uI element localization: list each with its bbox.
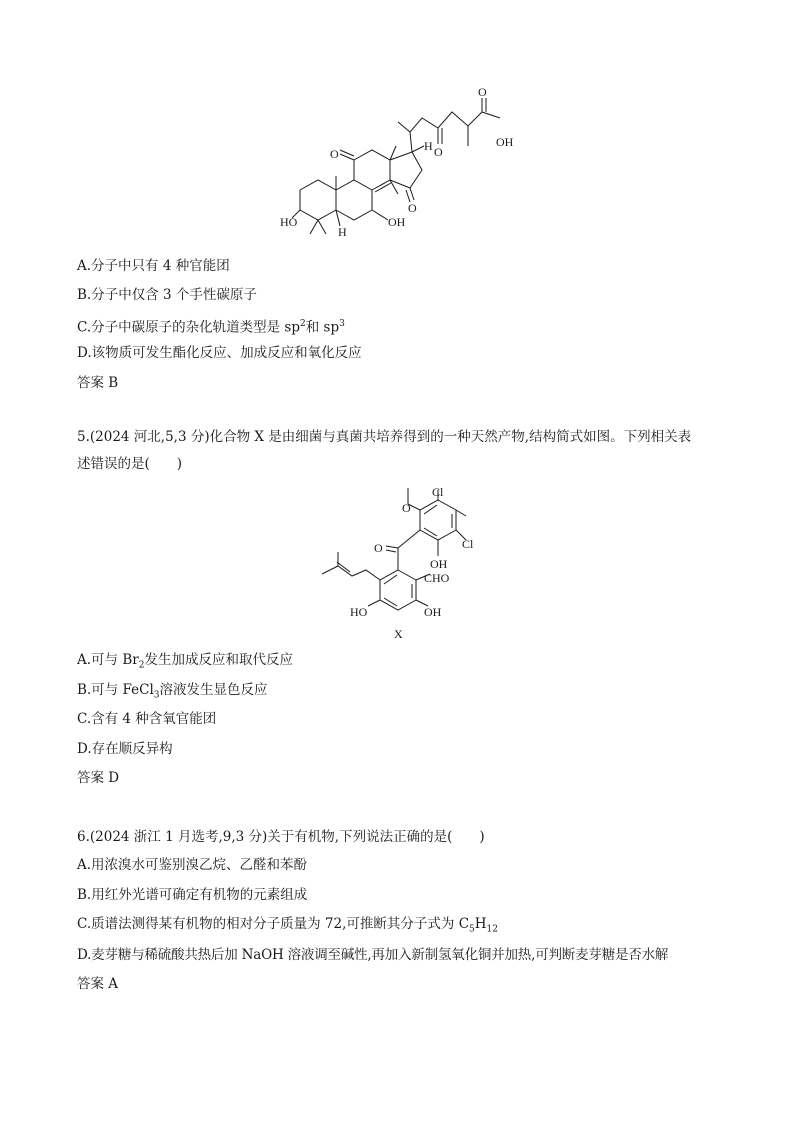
q5-answer: 答案 D [77, 770, 120, 786]
q4-answer: 答案 B [77, 375, 119, 391]
q4-label-h-side: H [424, 139, 433, 153]
q5-option-d: D.存在顺反异构 [77, 741, 173, 757]
q5-label-o-methoxy: O [402, 501, 411, 515]
q4-option-d: D.该物质可发生酯化反应、加成反应和氧化反应 [77, 345, 362, 361]
q4-label-ho-left: HO [280, 215, 298, 229]
q5-option-b [77, 681, 268, 705]
q4-label-h-bottom: H [338, 225, 347, 239]
q4-label-oh-bottom: OH [388, 215, 406, 229]
q6-option-c-sub1: 5 [469, 924, 475, 935]
q5-option-b-sub: 3 [153, 690, 160, 701]
q4-label-o-acid: O [478, 85, 487, 99]
q6-option-c [77, 915, 498, 939]
q4-label-o-side: O [434, 145, 443, 159]
q4-option-a: A.分子中只有 4 种官能团 [77, 258, 230, 274]
q6-option-c-text: C.质谱法测得某有机物的相对分子质量为 72,可推断其分子式为 C [77, 916, 470, 932]
q4-bonds [292, 98, 500, 234]
q4-option-b: B.分子中仅含 3 个手性碳原子 [77, 287, 257, 303]
q6-stem: 6.(2024 浙江 1 月选考,9,3 分)关于有机物,下列说法正确的是( ) [77, 829, 485, 845]
q6-answer: 答案 A [77, 976, 119, 992]
q5-option-a-text: A.可与 Br [77, 652, 139, 668]
q6-option-d: D.麦芽糖与稀硫酸共热后加 NaOH 溶液调至碱性,再加入新制氢氧化铜并加热,可判断麦芽糖是否水解 [77, 947, 669, 963]
q4-option-c-mid: 和 sp [305, 319, 340, 336]
q4-label-oh-acid: OH [496, 135, 514, 149]
q5-option-b-post: 溶液发生显色反应 [159, 682, 268, 698]
q6-option-c-mid: H [474, 916, 487, 932]
q5-option-a-sub: 2 [138, 660, 145, 671]
q5-label-ho-bottom: HO [350, 605, 368, 619]
q5-stem-line2: 述错误的是( ) [77, 456, 183, 472]
q5-option-c: C.含有 4 种含氧官能团 [77, 711, 217, 727]
q5-bonds [322, 488, 466, 610]
q5-label-oh-bottom: OH [424, 605, 442, 619]
q5-label-cl-right: Cl [462, 537, 474, 551]
q5-structure-diagram [0, 476, 794, 646]
q4-option-c-sup1: 2 [300, 319, 306, 329]
q4-option-c-sup2: 3 [339, 319, 345, 329]
q5-option-a [77, 651, 293, 675]
q5-label-cl-top: Cl [432, 485, 444, 499]
q5-label-compound: X [394, 627, 403, 641]
q4-option-c-text: C.分子中碳原子的杂化轨道类型是 sp [77, 319, 301, 336]
q4-label-o-ring-c: O [330, 147, 339, 161]
q5-stem-line1: 5.(2024 河北,5,3 分)化合物 X 是由细菌与真菌共培养得到的一种天然产物,结构简式如图。下列相关表 [77, 429, 692, 445]
q6-option-b: B.用红外光谱可确定有机物的元素组成 [77, 887, 308, 903]
q4-label-o-ring-d: O [408, 201, 417, 215]
q5-option-b-text: B.可与 FeCl [77, 682, 154, 698]
q5-label-oh-top: OH [430, 557, 448, 571]
q5-label-o-carbonyl: O [374, 541, 383, 555]
q6-option-c-sub2: 12 [486, 924, 498, 935]
q4-option-c [77, 315, 345, 337]
q6-option-a: A.用浓溴水可鉴别溴乙烷、乙醛和苯酚 [77, 857, 308, 873]
q5-label-cho: CHO [424, 571, 450, 585]
q5-option-a-post: 发生加成反应和取代反应 [144, 652, 293, 668]
